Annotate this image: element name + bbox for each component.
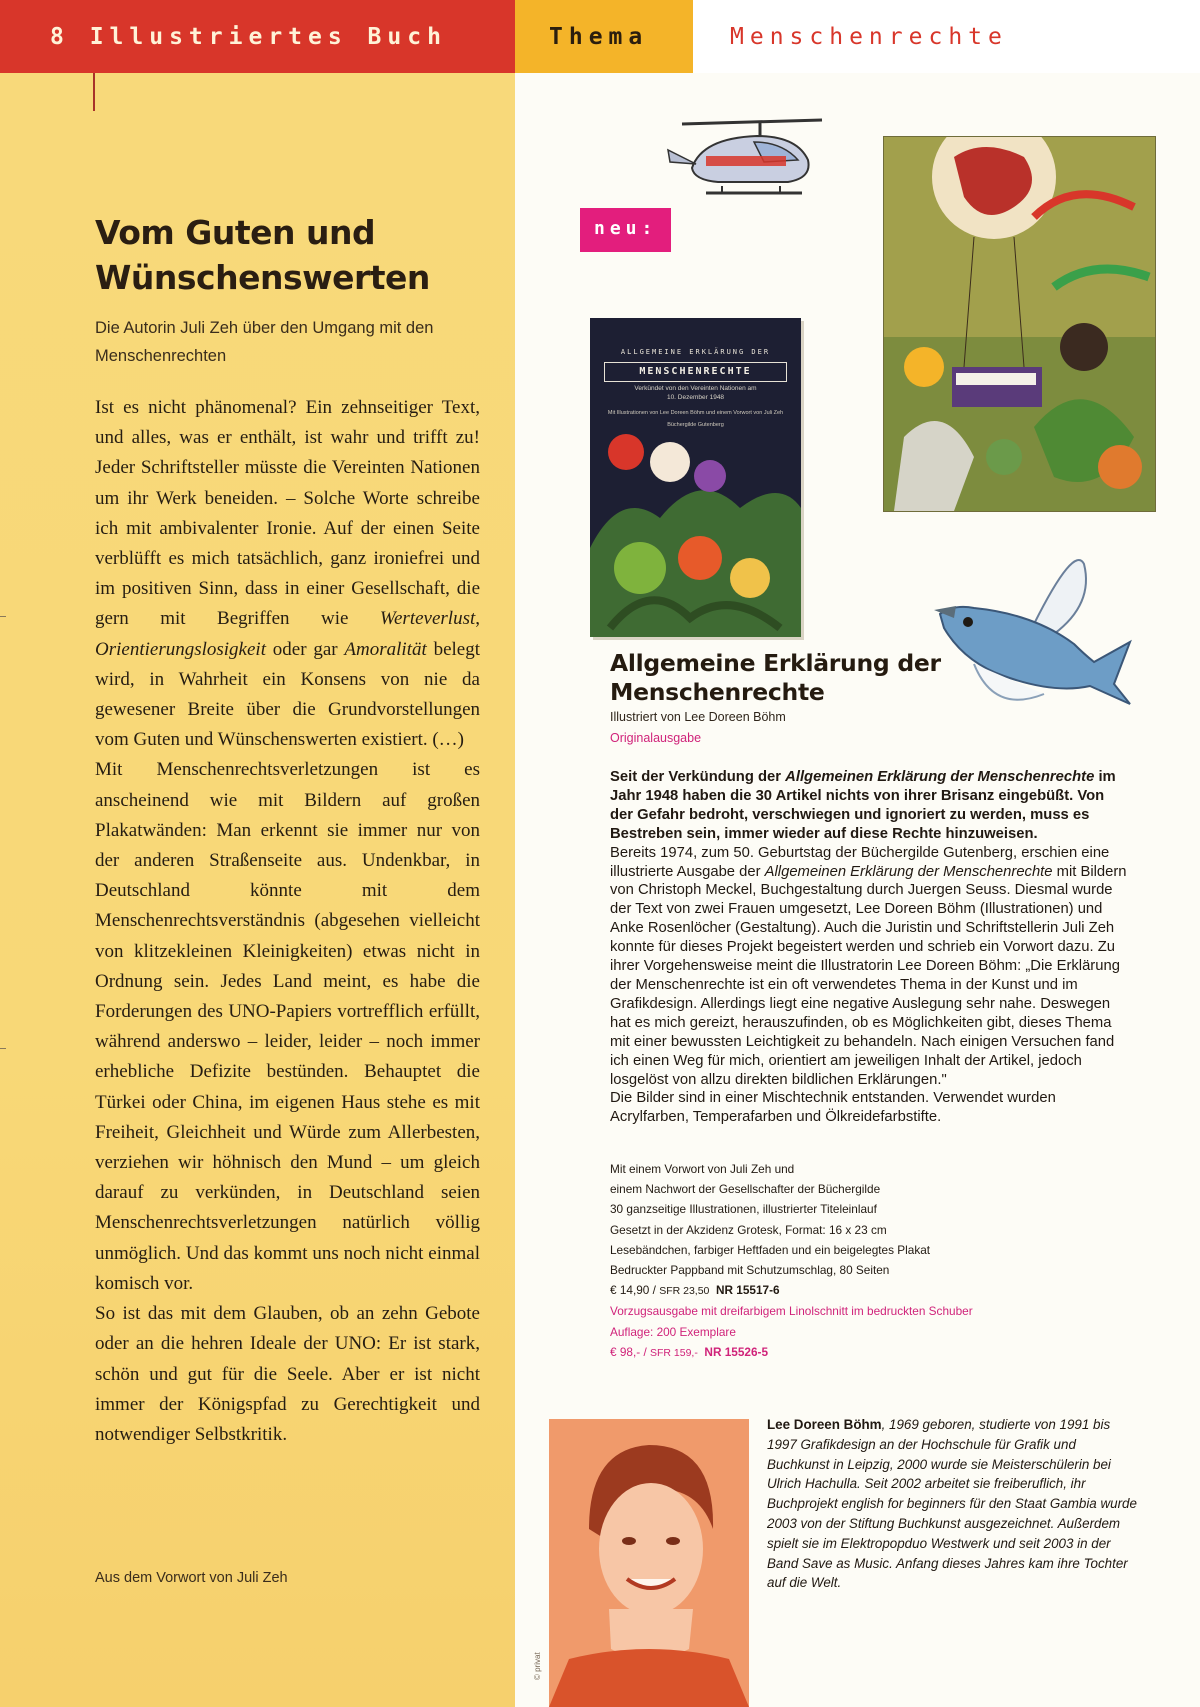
article-paragraph-3: So ist das mit dem Glauben, ob an zehn Gebote oder an die hehren Ideale der UNO: Er ist stark, schön und gut für die Seele. Aber er ist nicht immer der Königspfad zu Gerechtigkeit und notwendiger Selbstkritik. — [95, 1303, 480, 1445]
helicopter-illustration — [662, 116, 847, 200]
print-run: Auflage: 200 Exemplare — [610, 1324, 736, 1339]
text-run: oder gar — [265, 638, 345, 660]
order-number: NR 15517-6 — [715, 1283, 780, 1298]
text-run: Seit der Verkündung der — [610, 769, 786, 785]
cover-title: MENSCHENRECHTE — [604, 362, 787, 382]
spec-line: Mit einem Vorwort von Juli Zeh und — [610, 1162, 795, 1176]
price-euro: € 98,- / — [610, 1344, 650, 1359]
bio-text: , 1969 geboren, studierte von 1991 bis 1997 Grafikdesign an der Hochschule für Grafik und Buchkunst in Leipzig, 2000 wurde sie Meisterschülerin bei Ulrich Hachulla. Seit 2002 arbeitet sie freiberuflich, ihr Buchprojekt english for beginners für den Staat Gambia wurde 2003 von der Stiftung Buchkunst ausgezeichnet. Außerdem spielt sie im Elektropopduo Westwerk und seit 2003 in der Band Save as Music. Anfang dieses Jahres kam ihre Tochter auf die Welt. — [767, 1417, 1137, 1591]
illustrator-bio — [767, 1415, 1137, 1593]
italic-term: Allgemeinen Erklärung der Menschenrechte — [764, 863, 1053, 880]
text-run: Ist es nicht phänomenal? Ein zehnseitiger Text, und alles, was er enthält, ist wahr und trifft zu! Jeder Schriftsteller müsste die Vereinten Nationen um ihr Werk beneiden. – Solche Worte schreibe ich mit ambivalenter Ironie. Auf der einen Seite verblüfft es mich tatsächlich, ganz ironiefrei und im positiven Sinn, dass in einer Gesellschaft, die gern mit Begriffen wie — [95, 397, 480, 630]
spec-line: Bedruckter Pappband mit Schutzumschlag, 80 Seiten — [610, 1263, 890, 1278]
cover-subtitle-line: 10. Dezember 1948 — [666, 394, 725, 401]
bio-name: Lee Doreen Böhm — [767, 1417, 882, 1432]
book-specifications — [610, 1159, 1160, 1363]
italic-term: Allgemeinen Erklärung der Menschenrechte — [785, 769, 1095, 785]
header-section-label — [0, 0, 515, 73]
header-thema: Thema — [549, 24, 649, 50]
book-lead — [610, 768, 1130, 844]
article-paragraph-1 — [95, 393, 480, 755]
book-technique: Die Bilder sind in einer Mischtechnik entstanden. Verwendet wurden Acrylfarben, Temperafarben und Ölkreidefarbstifte. — [610, 1090, 1056, 1126]
italic-term: Werteverlust — [379, 608, 476, 630]
cover-subtitle-line: Verkündet von den Vereinten Nationen am — [634, 385, 757, 392]
spec-line: einem Nachwort der Gesellschafter der Büchergilde — [610, 1182, 881, 1197]
article-subtitle: Die Autorin Juli Zeh über den Umgang mit den Menschenrechten — [95, 319, 434, 365]
order-number: NR 15526-5 — [704, 1344, 769, 1359]
text-run: im Jahr 1948 haben die 30 Artikel nichts von ihrer Brisanz eingebüßt. Von der Gefahr bedroht, verschwiegen und ignoriert zu werden, muss es Bestreben sein, immer wieder auf diese Rechte hinzuweisen. — [610, 769, 1116, 842]
artwork-balloon-scene — [884, 137, 1155, 511]
text-run: , — [475, 608, 480, 630]
text-run: belegt wird, in Wahrheit ein Konsens von nie da gewesener Breite über die Grundvorstellungen vom Guten und Wünschenswerten existiert. (…) — [95, 638, 480, 751]
text-run: Bereits 1974, zum 50. Geburtstag der Büchergilde Gutenberg, erschien eine illustrierte Ausgabe der — [610, 844, 1110, 880]
cover-credits: Mit Illustrationen von Lee Doreen Böhm und einem Vorwort von Juli Zeh — [607, 410, 784, 416]
article-body — [95, 393, 480, 1450]
cover-artwork-illustration — [883, 136, 1156, 512]
price-sfr: SFR 159,- — [650, 1346, 698, 1359]
new-badge — [580, 208, 671, 252]
book-illustrator: Illustriert von Lee Doreen Böhm — [610, 710, 786, 724]
margin-tick — [0, 616, 6, 617]
price-sfr: SFR 23,50 — [659, 1285, 710, 1298]
book-cover — [590, 318, 801, 637]
header-theme-label — [693, 0, 1200, 73]
spec-line: 30 ganzseitige Illustrationen, illustrierter Titeleinlauf — [610, 1202, 877, 1217]
cover-subtitle — [590, 384, 801, 402]
header-topic-label — [515, 0, 693, 73]
price-standard — [610, 1280, 1160, 1301]
book-edition: Originalausgabe — [610, 731, 702, 745]
price-euro: € 14,90 / — [610, 1283, 660, 1298]
article-title: Vom Guten und Wünschenswerten — [95, 213, 430, 297]
cover-illustration — [590, 428, 801, 637]
italic-term: Orientierungslosigkeit — [95, 638, 266, 660]
header-menschenrechte: Menschenrechte — [730, 24, 1008, 50]
header-page-label: 8 Illustriertes Buch — [50, 24, 447, 50]
column-divider-mark — [93, 73, 95, 111]
cover-heading: ALLGEMEINE ERKLÄRUNG DER — [620, 348, 771, 356]
photo-credit: © privat — [533, 1652, 542, 1680]
book-title: Allgemeine Erklärung der Menschenrechte — [610, 649, 941, 706]
text-run: mit Bildern von Christoph Meckel, Buchgestaltung durch Juergen Seuss. Diesmal wurde der Text von zwei Frauen umgesetzt, Lee Doreen Böhm (Illustrationen) und Anke Rosenlöcher (Gestaltung). Auch die Juristin und Schriftstellerin Juli Zeh konnte für dieses Projekt begeistert werden und schrieb ein Vorwort dazu. Zu ihrer Vorgehensweise meint die Illustratorin Lee Doreen Böhm: „Die Erklärung der Menschenrechte ist ein oft verwendetes Thema in der Kunst und im Grafikdesign. Allerdings liegt eine negative Auslegung sehr nahe. Deswegen hat es mich gereizt, herauszufinden, ob es Möglichkeiten gibt, dieses Thema mit einer bewussten Leichtigkeit zu behandeln. Nach einigen Versuchen fand ich einen Weg für mich, orientiert am jeweiligen Inhalt der Artikel, jedoch losgelöst von allzu direkten bildlichen Erklärungen." — [610, 863, 1127, 1088]
book-description — [610, 768, 1130, 1127]
author-portrait — [549, 1419, 749, 1707]
portrait-photo — [549, 1419, 749, 1707]
article-paragraph-2: Mit Menschenrechtsverletzungen ist es anscheinend wie mit Bildern auf großen Plakatwänden: Man erkennt sie immer nur von der anderen Straßenseite aus. Undenkbar, in Deutschland könnte mit dem Menschenrechtsverständnis (abgesehen vielleicht von klitzekleinen Kleinigkeiten) etwas nicht in Ordnung sein. Jedes Land meint, es habe die Forderungen des UNO-Papiers vortrefflich erfüllt, während anderswo – leider, leider – noch immer erhebliche Defizite bestünden. Behauptet die Türkei oder China, im eigenen Haus stehe es mit Freiheit, Gleichheit und Würde zum Allerbesten, verziehen wir höhnisch den Mund – um gleich darauf zu verkünden, in Deutschland seien Menschenrechtsverletzungen natürlich völlig unmöglich. Und das kommt uns noch nicht einmal komisch vor. — [95, 759, 480, 1294]
italic-term: Amoralität — [344, 638, 427, 660]
special-edition-note: Vorzugsausgabe mit dreifarbigem Linolschnitt im bedruckten Schuber — [610, 1304, 973, 1319]
new-badge-label: neu: — [594, 218, 658, 239]
margin-tick — [0, 1048, 6, 1049]
book-body — [610, 844, 1130, 1090]
price-special — [610, 1342, 1160, 1363]
article-source: Aus dem Vorwort von Juli Zeh — [95, 1570, 288, 1586]
spec-line: Lesebändchen, farbiger Heftfaden und ein beigelegtes Plakat — [610, 1242, 931, 1257]
cover-publisher: Büchergilde Gutenberg — [667, 422, 724, 428]
spec-line: Gesetzt in der Akzidenz Grotesk, Format: 16 x 23 cm — [610, 1222, 887, 1237]
